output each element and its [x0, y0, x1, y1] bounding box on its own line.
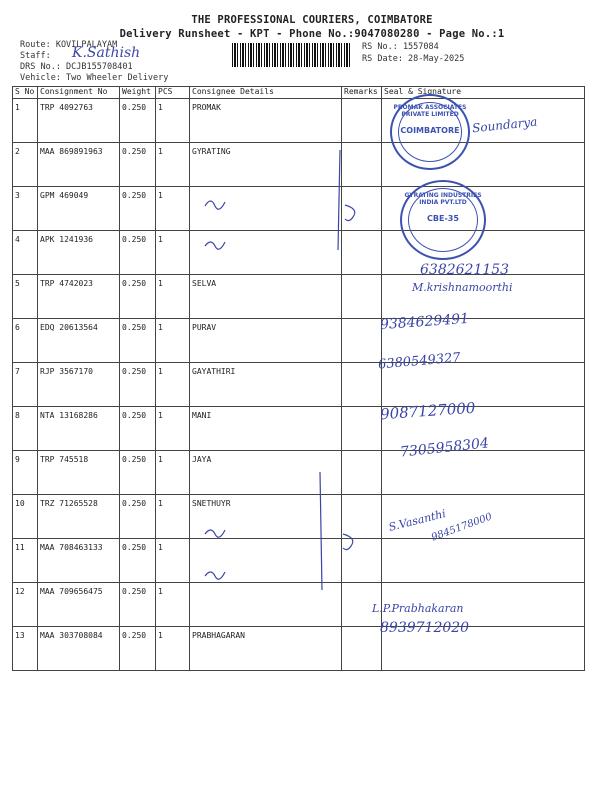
cell-consignee: GAYATHIRI: [190, 363, 342, 407]
cell-consignee: PRABHAGARAN: [190, 627, 342, 671]
cell-consignment: APK 1241936: [38, 231, 120, 275]
cell-consignee: MANI: [190, 407, 342, 451]
cell-consignment: TRP 4092763: [38, 99, 120, 143]
col-remarks: Remarks: [342, 87, 382, 99]
cell-weight: 0.250: [120, 407, 156, 451]
cell-weight: 0.250: [120, 539, 156, 583]
col-consignee: Consignee Details: [190, 87, 342, 99]
cell-consignment: TRP 4742023: [38, 275, 120, 319]
cell-consignment: MAA 708463133: [38, 539, 120, 583]
remark-bracket: [345, 205, 355, 221]
stamp-center-text: CBE-35: [427, 214, 459, 223]
cell-pcs: 1: [156, 231, 190, 275]
company-title: THE PROFESSIONAL COURIERS, COIMBATORE: [191, 14, 433, 26]
phone-row8: 9087127000: [379, 398, 476, 424]
signature-row1: Soundarya: [471, 114, 538, 136]
cell-sno: 2: [13, 143, 38, 187]
phone-row5: 6382621153: [420, 262, 510, 278]
runsheet-subtitle: Delivery Runsheet - KPT - Phone No.:9047080280 - Page No.:1: [119, 28, 505, 40]
rs-date: RS Date: 28-May-2025: [362, 54, 465, 64]
route-label: Route: KOVILPALAYAM: [20, 40, 118, 50]
name-row13: L.P.Prabhakaran: [372, 602, 464, 615]
cell-weight: 0.250: [120, 363, 156, 407]
col-sno: S No: [13, 87, 38, 99]
cell-weight: 0.250: [120, 451, 156, 495]
staff-signature: K.Sathish: [72, 45, 141, 61]
cell-consignment: RJP 3567170: [38, 363, 120, 407]
vehicle-label: Vehicle: Two Wheeler Delivery: [20, 73, 169, 83]
cell-sno: 9: [13, 451, 38, 495]
cell-consignee: GYRATING: [190, 143, 342, 187]
stamp-center-text: COIMBATORE: [400, 126, 460, 135]
cell-weight: 0.250: [120, 187, 156, 231]
cell-consignment: MAA 709656475: [38, 583, 120, 627]
name-row5: M.krishnamoorthi: [412, 281, 513, 294]
cell-sno: 4: [13, 231, 38, 275]
phone-row9: 7305958304: [399, 435, 490, 461]
ink-line: [338, 150, 340, 250]
cell-consignee: SELVA: [190, 275, 342, 319]
cell-sno: 5: [13, 275, 38, 319]
cell-consignee: SNETHUYR: [190, 495, 342, 539]
col-weight: Weight: [120, 87, 156, 99]
drs-number: DRS No.: DCJB155708401: [20, 62, 133, 72]
cell-sno: 11: [13, 539, 38, 583]
ink-line: [320, 472, 322, 590]
cell-sno: 10: [13, 495, 38, 539]
cell-sno: 8: [13, 407, 38, 451]
cell-consignee: PURAV: [190, 319, 342, 363]
cell-consignee: PROMAK: [190, 99, 342, 143]
cell-weight: 0.250: [120, 319, 156, 363]
cell-sno: 1: [13, 99, 38, 143]
tick-mark: [205, 201, 225, 209]
cell-pcs: 1: [156, 407, 190, 451]
cell-weight: 0.250: [120, 583, 156, 627]
col-pcs: PCS: [156, 87, 190, 99]
name-row11: S.Vasanthi: [387, 507, 448, 534]
cell-sno: 3: [13, 187, 38, 231]
phone-row13: 8939712020: [380, 620, 470, 636]
cell-consignment: GPM 469049: [38, 187, 120, 231]
cell-weight: 0.250: [120, 275, 156, 319]
phone-row6: 9384629491: [379, 310, 470, 334]
cell-sno: 12: [13, 583, 38, 627]
cell-consignee: JAYA: [190, 451, 342, 495]
col-signature: Seal & Signature: [382, 87, 585, 99]
cell-pcs: 1: [156, 495, 190, 539]
cell-consignment: MAA 869891963: [38, 143, 120, 187]
cell-pcs: 1: [156, 143, 190, 187]
cell-pcs: 1: [156, 363, 190, 407]
cell-consignment: TRP 745518: [38, 451, 120, 495]
cell-weight: 0.250: [120, 627, 156, 671]
stamp-outer-text: PROMAK ASSOCIATES PRIVATE LIMITED: [393, 104, 467, 118]
cell-pcs: 1: [156, 451, 190, 495]
cell-weight: 0.250: [120, 495, 156, 539]
cell-pcs: 1: [156, 539, 190, 583]
cell-consignment: TRZ 71265528: [38, 495, 120, 539]
rs-number: RS No.: 1557084: [362, 42, 439, 52]
cell-pcs: 1: [156, 275, 190, 319]
cell-weight: 0.250: [120, 143, 156, 187]
phone-row11: 9845178000: [430, 511, 494, 544]
cell-pcs: 1: [156, 99, 190, 143]
cell-consignment: EDQ 20613564: [38, 319, 120, 363]
cell-weight: 0.250: [120, 231, 156, 275]
cell-weight: 0.250: [120, 99, 156, 143]
cell-consignment: MAA 303708084: [38, 627, 120, 671]
cell-pcs: 1: [156, 583, 190, 627]
remark-bracket: [343, 534, 353, 550]
cell-consignment: NTA 13168286: [38, 407, 120, 451]
tick-mark: [205, 242, 225, 249]
cell-pcs: 1: [156, 187, 190, 231]
cell-pcs: 1: [156, 319, 190, 363]
col-consignment: Consignment No: [38, 87, 120, 99]
tick-mark: [205, 572, 225, 579]
cell-sno: 6: [13, 319, 38, 363]
cell-pcs: 1: [156, 627, 190, 671]
staff-label: Staff:: [20, 51, 51, 61]
phone-row7: 6380549327: [377, 350, 462, 373]
cell-sno: 7: [13, 363, 38, 407]
stamp-outer-text: GYRATING INDUSTRIES INDIA PVT.LTD: [404, 192, 482, 206]
tick-mark: [205, 530, 225, 537]
cell-sno: 13: [13, 627, 38, 671]
